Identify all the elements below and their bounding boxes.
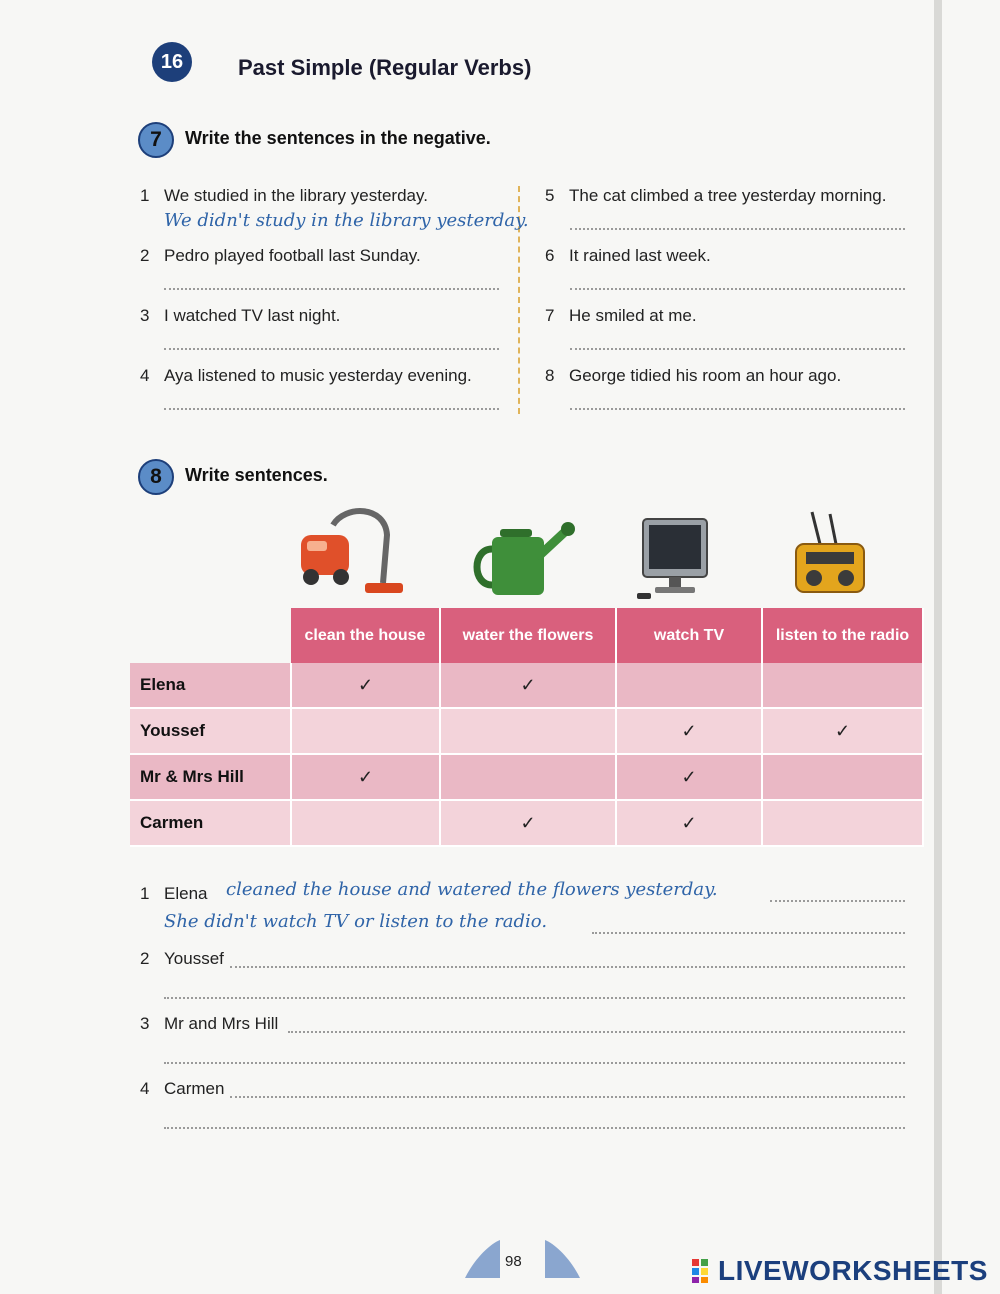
item-name: Carmen: [164, 1079, 225, 1098]
table-cell: [440, 754, 616, 800]
page-edge-shadow: [934, 0, 942, 1294]
table-cell: [291, 800, 440, 846]
ex8-line-1a-rest: [770, 898, 905, 902]
table-cell: [440, 708, 616, 754]
table-cell: ✓: [762, 708, 923, 754]
liveworksheets-logo-icon: [692, 1259, 718, 1283]
exercise-8-badge: 8: [138, 459, 174, 495]
item-name: Youssef: [164, 949, 224, 968]
ex7-answer-1[interactable]: We didn't study in the library yesterday.: [164, 210, 529, 231]
table-cell: [762, 663, 923, 708]
ex7-answer-line-5[interactable]: [570, 226, 905, 230]
vacuum-cleaner-icon: [295, 505, 405, 605]
item-text: George tidied his room an hour ago.: [569, 366, 842, 385]
ex7-item-6: [545, 246, 711, 266]
ex7-answer-line-8[interactable]: [570, 406, 905, 410]
ex8-item-4: [140, 1079, 224, 1099]
column-header-clean-house: clean the house: [291, 608, 440, 663]
row-name: Youssef: [130, 708, 291, 754]
column-header-listen-radio: listen to the radio: [762, 608, 923, 663]
ex8-item-1: [140, 884, 207, 904]
table-cell: ✓: [616, 754, 762, 800]
ex8-answer-1b[interactable]: She didn't watch TV or listen to the radio.: [164, 911, 548, 932]
item-text: We studied in the library yesterday.: [164, 186, 428, 205]
item-number: 4: [140, 366, 150, 385]
page-number-tab: [465, 1238, 580, 1280]
ex7-item-1: [140, 186, 428, 206]
item-number: 2: [140, 246, 150, 265]
item-text: He smiled at me.: [569, 306, 697, 325]
item-name: Mr and Mrs Hill: [164, 1014, 279, 1033]
table-cell: [762, 754, 923, 800]
ex7-answer-line-6[interactable]: [570, 286, 905, 290]
activity-table: [130, 608, 924, 847]
watering-can-icon: [470, 515, 575, 600]
item-number: 6: [545, 246, 555, 265]
ex7-item-7: [545, 306, 697, 326]
table-cell: ✓: [440, 800, 616, 846]
column-header-watch-tv: watch TV: [616, 608, 762, 663]
item-number: 7: [545, 306, 555, 325]
row-name: Carmen: [130, 800, 291, 846]
item-text: It rained last week.: [569, 246, 711, 265]
ex8-line-1b-rest: [592, 930, 905, 934]
item-number: 2: [140, 949, 150, 968]
ex8-item-3: [140, 1014, 278, 1034]
ex7-item-8: [545, 366, 841, 386]
table-cell: ✓: [616, 708, 762, 754]
item-number: 8: [545, 366, 555, 385]
ex7-answer-line-4[interactable]: [164, 406, 499, 410]
ex8-answer-line-2a[interactable]: [230, 964, 905, 968]
table-row: [130, 800, 923, 846]
ex8-item-2: [140, 949, 224, 969]
item-text: I watched TV last night.: [164, 306, 341, 325]
table-cell: [762, 800, 923, 846]
ex8-answer-line-2b[interactable]: [164, 995, 905, 999]
table-cell: [291, 708, 440, 754]
item-number: 4: [140, 1079, 150, 1098]
page-number: 98: [505, 1253, 522, 1270]
table-row: [130, 708, 923, 754]
ex8-answer-line-4a[interactable]: [230, 1094, 905, 1098]
item-name: Elena: [164, 884, 208, 903]
liveworksheets-brand[interactable]: LIVEWORKSHEETS: [718, 1255, 988, 1286]
item-number: 3: [140, 1014, 150, 1033]
ex7-item-3: [140, 306, 340, 326]
table-row: [130, 754, 923, 800]
table-corner: [130, 608, 291, 663]
ex7-item-2: [140, 246, 421, 266]
table-cell: [616, 663, 762, 708]
row-name: Elena: [130, 663, 291, 708]
ex7-item-4: [140, 366, 472, 386]
table-row: [130, 663, 923, 708]
exercise-7-badge: 7: [138, 122, 174, 158]
ex7-answer-line-7[interactable]: [570, 346, 905, 350]
ex7-item-5: [545, 186, 886, 206]
item-number: 5: [545, 186, 555, 205]
table-cell: ✓: [616, 800, 762, 846]
item-text: The cat climbed a tree yesterday morning.: [569, 186, 887, 205]
item-number: 1: [140, 186, 150, 205]
exercise-8-instruction: Write sentences.: [185, 465, 328, 485]
item-text: Pedro played football last Sunday.: [164, 246, 421, 265]
item-text: Aya listened to music yesterday evening.: [164, 366, 472, 385]
table-cell: ✓: [291, 754, 440, 800]
ex8-answer-1a[interactable]: cleaned the house and watered the flowers yesterday.: [226, 879, 718, 900]
unit-number-badge: 16: [152, 42, 192, 82]
radio-icon: [790, 510, 870, 600]
page-title: Past Simple (Regular Verbs): [238, 55, 532, 80]
column-header-water-flowers: water the flowers: [440, 608, 616, 663]
ex8-answer-line-3b[interactable]: [164, 1060, 905, 1064]
row-name: Mr & Mrs Hill: [130, 754, 291, 800]
ex7-answer-line-3[interactable]: [164, 346, 499, 350]
tv-icon: [635, 515, 715, 605]
item-number: 1: [140, 884, 150, 903]
ex8-answer-line-3a[interactable]: [288, 1029, 905, 1033]
item-number: 3: [140, 306, 150, 325]
ex8-answer-line-4b[interactable]: [164, 1125, 905, 1129]
ex7-answer-line-2[interactable]: [164, 286, 499, 290]
exercise-7-instruction: Write the sentences in the negative.: [185, 128, 491, 148]
table-cell: ✓: [440, 663, 616, 708]
table-cell: ✓: [291, 663, 440, 708]
